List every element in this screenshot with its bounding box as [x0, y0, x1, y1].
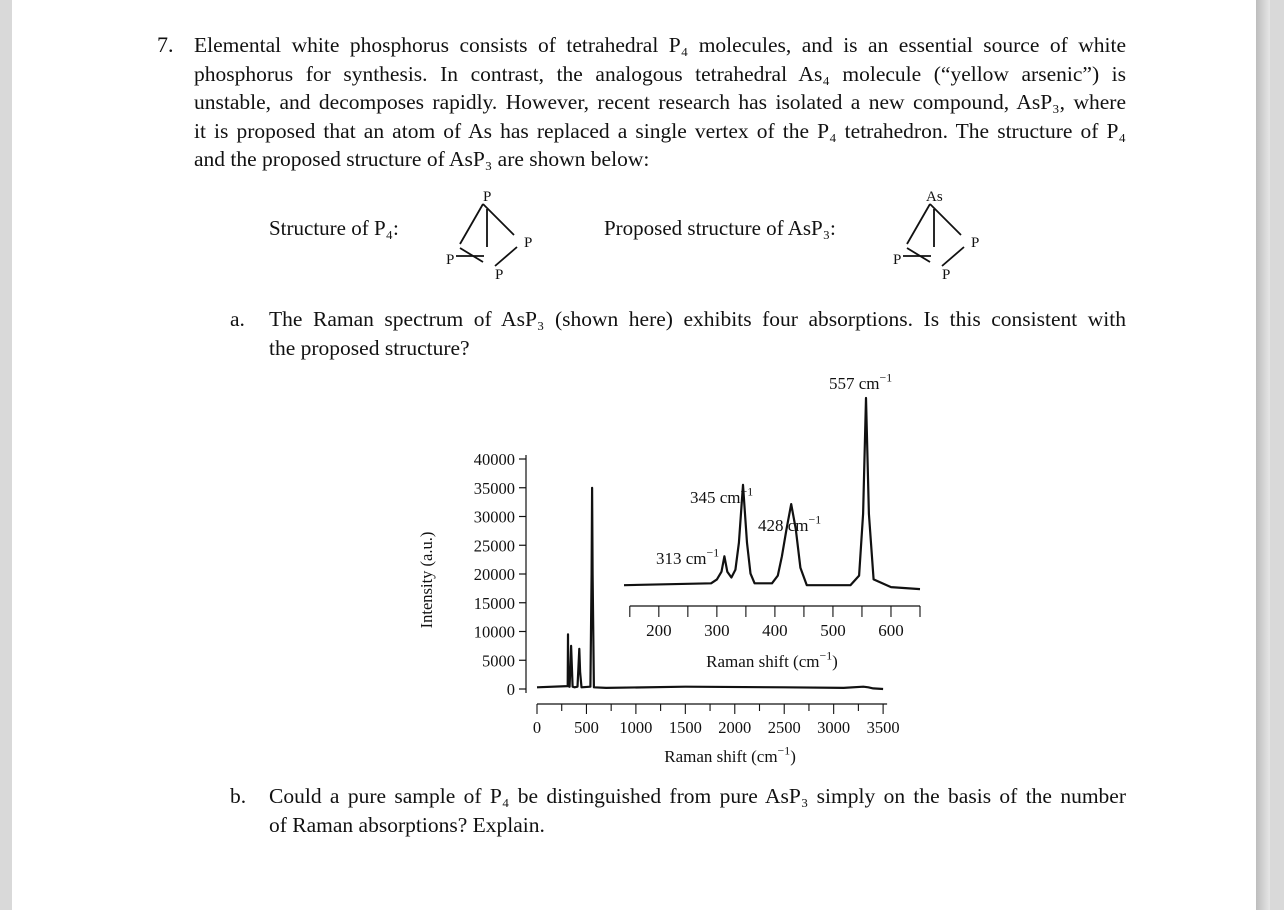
intro-line-5: and the proposed structure of AsP₃ are shown below:: [194, 147, 650, 171]
main-y-tick-label: 10000: [473, 622, 515, 642]
main-y-tick-label: 25000: [473, 536, 515, 556]
p4-atom-left: P: [446, 252, 455, 268]
main-y-tick-label: 20000: [473, 565, 515, 584]
p4-structure-label: Structure of P₄:: [269, 216, 399, 240]
part-b-line-1: Could a pure sample of P₄ be distinguished from pure AsP₃ simply on the basis of the number: [269, 784, 1126, 808]
main-y-tick-label: 35000: [473, 478, 515, 498]
intro-line-1: Elemental white phosphorus consists of tetrahedral P₄ molecules, and is an essential source of white: [194, 33, 1126, 57]
main-x-tick-label: 2000: [718, 718, 752, 737]
part-a-line-1: The Raman spectrum of AsP₃ (shown here) exhibits four absorptions. Is this consistent with: [269, 307, 1126, 331]
main-x-tick-label: 3000: [817, 718, 851, 737]
main-x-tick-label: 3500: [866, 718, 900, 737]
peak-annotation: 313 $cm^{-1}$: [656, 545, 720, 568]
p4-atom-top: P: [483, 189, 492, 205]
main-x-tick-label: 500: [574, 718, 599, 737]
asp3-atom-left: P: [893, 252, 902, 268]
inset-x-tick-label: 200: [646, 621, 672, 640]
part-a-letter: a.: [230, 307, 245, 331]
peak-annotation: 557 $cm^{-1}$: [829, 370, 893, 393]
question-number: 7.: [157, 32, 174, 57]
main-x-tick-label: 1500: [668, 718, 702, 737]
raman-inset-plot: [624, 370, 920, 671]
asp3-atom-bottom: P: [942, 267, 951, 283]
main-x-tick-label: 2500: [767, 718, 801, 737]
main-y-tick-label: 5000: [482, 651, 515, 671]
main-y-tick-label: 30000: [473, 507, 515, 527]
inset-x-tick-label: 600: [878, 621, 904, 640]
page-edge-shadow: [1256, 0, 1270, 910]
inset-x-tick-label: 500: [820, 621, 846, 640]
part-a-line-2: the proposed structure?: [269, 335, 470, 360]
raman-spectrum-chart: [12, 0, 1270, 910]
inset-x-tick-label: 300: [704, 621, 730, 640]
part-b-text: [269, 782, 1126, 839]
p4-atom-right: P: [524, 235, 533, 251]
main-y-axis-label: Intensity (a.u.): [417, 531, 436, 629]
intro-line-4: it is proposed that an atom of As has replaced a single vertex of the P₄ tetrahedron. The structure of P₄: [194, 118, 1126, 143]
main-x-tick-label: 1000: [619, 718, 653, 737]
part-b-letter: b.: [230, 784, 247, 808]
peak-annotation: 345 $cm^{-1}$: [690, 484, 754, 507]
peak-annotation: 428 $cm^{-1}$: [758, 512, 822, 535]
main-y-tick-label: 40000: [473, 450, 515, 469]
main-x-axis-label: Raman shift $(cm^{-1})$: [664, 743, 796, 766]
intro-line-3: unstable, and decomposes rapidly. However, recent research has isolated a new compound, AsP₃, where: [194, 90, 1126, 114]
p4-atom-bottom: P: [495, 267, 504, 283]
asp3-atom-top: As: [926, 189, 943, 205]
intro-line-2: phosphorus for synthesis. In contrast, the analogous tetrahedral As₄ molecule (“yellow arsenic”) is: [194, 61, 1126, 86]
asp3-atom-right: P: [971, 235, 980, 251]
asp3-structure-label: Proposed structure of AsP₃:: [604, 216, 836, 240]
main-y-tick-label: 0: [506, 680, 515, 699]
document-page: [12, 0, 1270, 910]
inset-x-tick-label: 400: [762, 621, 788, 640]
main-y-tick-label: 15000: [473, 593, 515, 613]
inset-x-axis-label: Raman shift $(cm^{-1})$: [706, 648, 838, 671]
part-b-line-2: of Raman absorptions? Explain.: [269, 812, 545, 837]
main-x-tick-label: 0: [532, 718, 542, 737]
